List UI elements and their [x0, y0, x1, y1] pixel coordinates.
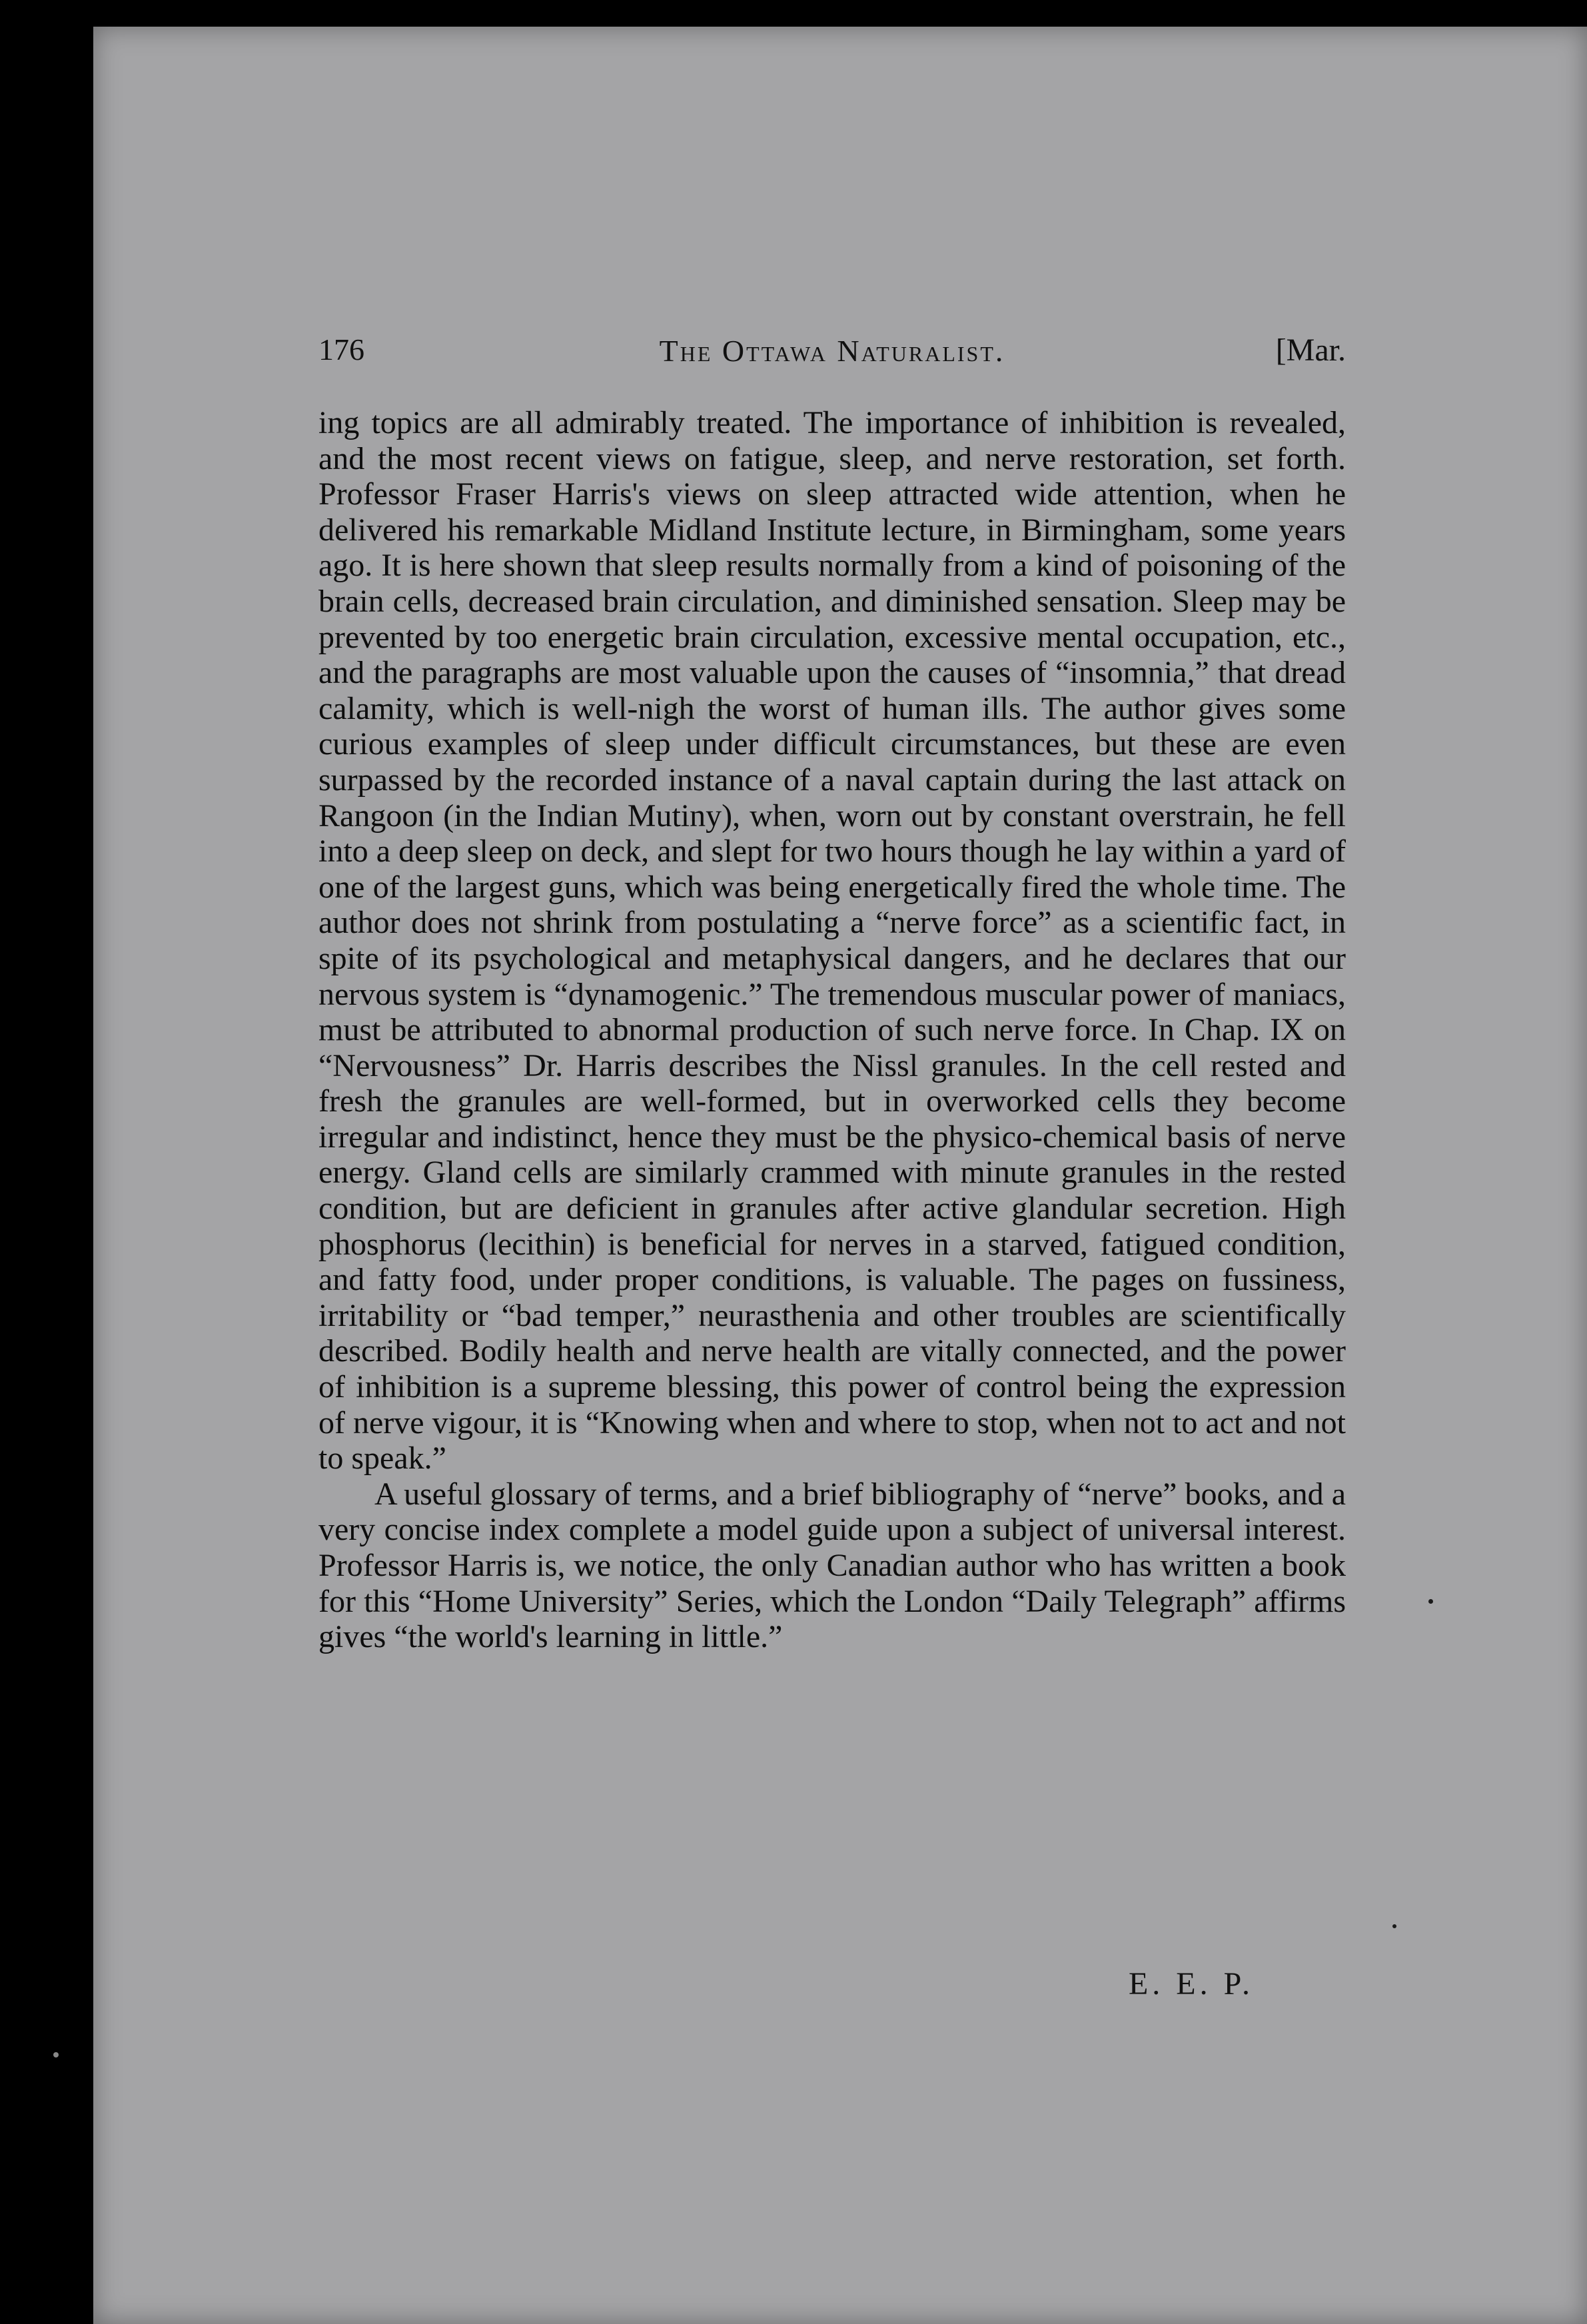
running-title: The Ottawa Naturalist. — [659, 334, 1005, 368]
author-initials: E. E. P. — [1128, 1966, 1254, 2002]
dust-speck — [53, 2052, 59, 2057]
page-number: 176 — [318, 332, 364, 366]
running-header — [318, 326, 1346, 386]
dust-speck — [1428, 1599, 1433, 1604]
paragraph: A useful glossary of terms, and a brief bibliography of “nerve” books, and a very concise index complete a model guide upon a subject of universal interest. Professor Harris is, we notice, the only Canadian author who has written a book for this “Home University” Series, which the London “Daily Telegraph” affirms gives “the world's learning in little.” — [318, 1476, 1346, 1655]
paragraph: ing topics are all admirably treated. The importance of inhibition is revealed, and the most recent views on fatigue, sleep, and nerve restoration, set forth. Professor Fraser Harris's views on sleep attracted wide attention, when he delivered his remarkable Midland Institute lecture, in Birmingham, some years ago. It is here shown that sleep results normally from a kind of poisoning of the brain cells, decreased brain circulation, and diminished sensation. Sleep may be prevented by too energetic brain circulation, excessive mental occupation, etc., and the paragraphs are most valuable upon the causes of “insomnia,” that dread calamity, which is well-nigh the worst of human ills. The author gives some curious examples of sleep under difficult circumstances, but these are even surpassed by the recorded instance of a naval captain during the last attack on Rangoon (in the Indian Mutiny), when, worn out by constant overstrain, he fell into a deep sleep on deck, and slept for two hours though he lay within a yard of one of the largest guns, which was being energetically fired the whole time. The author does not shrink from postulating a “nerve force” as a scientific fact, in spite of its psychological and metaphysical dangers, and he declares that our nervous system is “dynamogenic.” The tremendous muscular power of maniacs, must be attributed to abnormal production of such nerve force. In Chap. IX on “Nervousness” Dr. Harris describes the Nissl granules. In the cell rested and fresh the granules are well-formed, but in overworked cells they become irregular and indistinct, hence they must be the physico-chemical basis of nerve energy. Gland cells are similarly crammed with minute granules in the rested condition, but are deficient in granules after active glandular secretion. High phosphorus (lecithin) is beneficial for nerves in a starved, fatigued condition, and fatty food, under proper conditions, is valuable. The pages on fussiness, irritability or “bad temper,” neurasthenia and other troubles are scientifically described. Bodily health and nerve health are vitally connected, and the power of inhibition is a supreme blessing, this power of control being the expression of nerve vigour, it is “Knowing when and where to stop, when not to act and not to speak.” — [318, 405, 1346, 1476]
article-body — [318, 405, 1346, 1655]
month-label: [Mar. — [1275, 332, 1346, 368]
dust-speck — [1392, 1924, 1396, 1928]
